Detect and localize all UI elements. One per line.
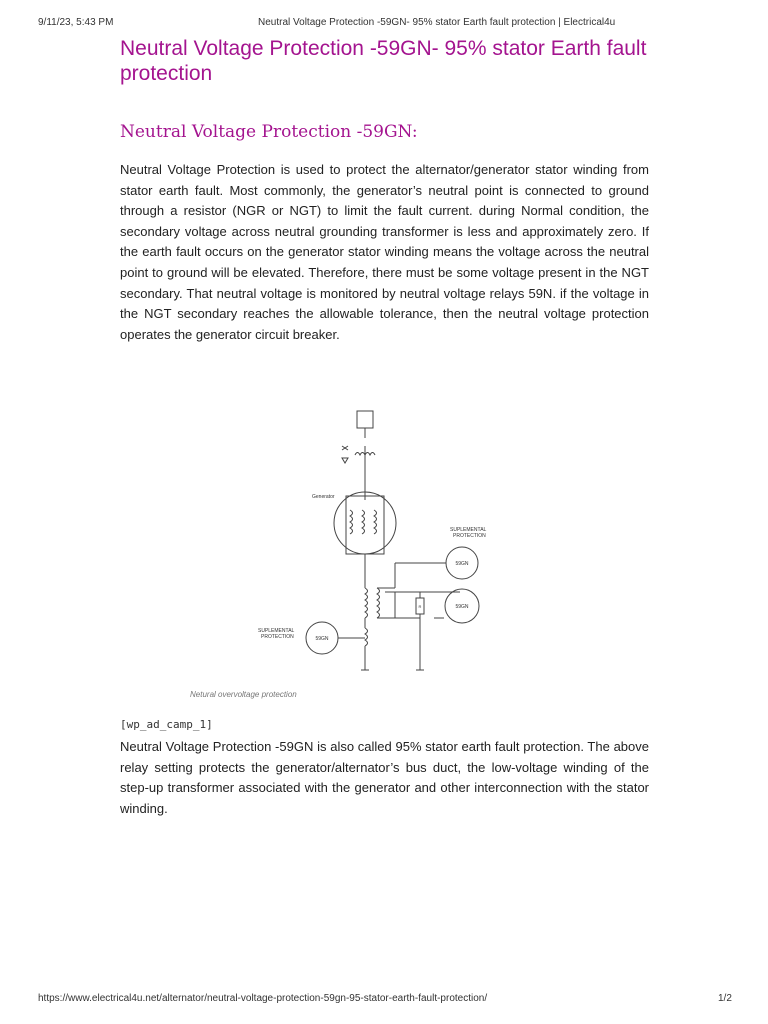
print-page-title: Neutral Voltage Protection -59GN- 95% stator Earth fault protection | Electrical4u xyxy=(258,17,616,28)
protection-diagram xyxy=(250,400,490,680)
ngt-primary-coil xyxy=(365,588,368,618)
print-footer xyxy=(0,993,768,1007)
generator-label: Generator xyxy=(312,494,335,500)
suplemental-left-line2: PROTECTION xyxy=(261,634,294,640)
print-page-number: 1/2 xyxy=(718,993,732,1004)
suplemental-right-line2: PROTECTION xyxy=(453,533,486,539)
article-title: Neutral Voltage Protection -59GN- 95% stator Earth fault protection xyxy=(120,37,647,85)
print-date: 9/11/23, 5:43 PM xyxy=(38,17,114,28)
relay-mid-label: 59GN xyxy=(455,604,469,610)
section-heading: Neutral Voltage Protection -59GN: xyxy=(120,122,418,142)
suplemental-right-line1: SUPLEMENTAL xyxy=(450,527,487,533)
print-header xyxy=(0,17,768,31)
generator-circle xyxy=(334,492,396,554)
ad-shortcode: [wp_ad_camp_1] xyxy=(120,718,213,731)
relay-top-label: 59GN xyxy=(455,561,469,567)
breaker-box xyxy=(357,411,373,428)
relay-left-label: 59GN xyxy=(315,636,329,642)
resistor-label: R xyxy=(418,604,422,609)
second-paragraph: Neutral Voltage Protection -59GN is also called 95% stator earth fault protection. The above relay setting protects the generator/alternator’s bus duct, the low-voltage winding of the step-up transformer associated with the generator and other interconnection with the stator winding. xyxy=(120,739,649,816)
print-url[interactable]: https://www.electrical4u.net/alternator/neutral-voltage-protection-59gn-95-stator-earth-fault-protection/ xyxy=(38,993,488,1004)
figure-caption: Netural overvoltage protection xyxy=(190,690,297,699)
intro-paragraph: Neutral Voltage Protection is used to protect the alternator/generator stator winding from stator earth fault. Most commonly, the generator’s neutral point is connected to ground through a resistor (NGR or NGT) to limit the fault current. during Normal condition, the secondary voltage across neutral grounding transformer is less and approximately zero. If the earth fault occurs on the generator stator winding means the voltage across the neutral point to ground will be elevated. Therefore, there must be some voltage present in the NGT secondary. That neutral voltage is monitored by neutral voltage relays 59N. if the voltage in the NGT secondary reaches the allowable tolerance, then the neutral voltage protection operates the generator circuit breaker. xyxy=(120,162,649,342)
suplemental-left-line1: SUPLEMENTAL xyxy=(258,628,295,634)
